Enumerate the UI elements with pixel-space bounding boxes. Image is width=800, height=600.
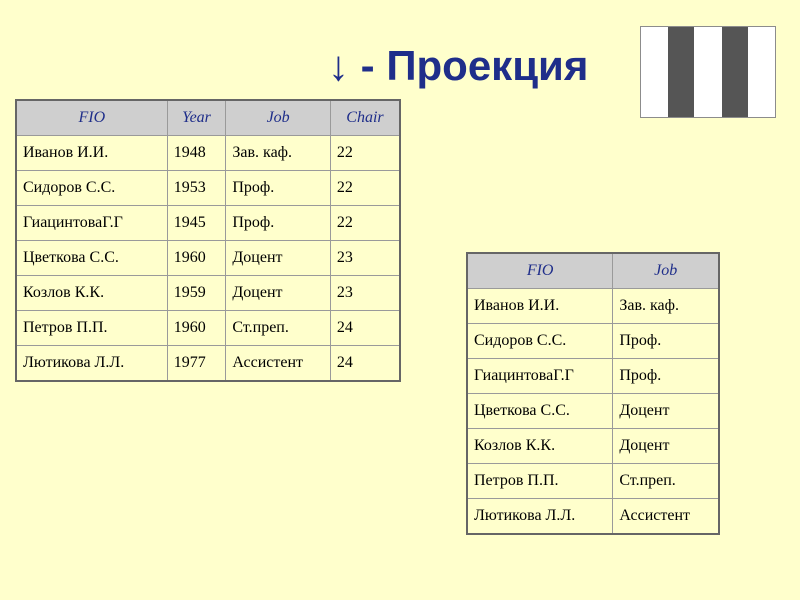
cell-job: Ассистент [226, 346, 331, 382]
cell-job: Проф. [613, 359, 719, 394]
cell-fio: ГиацинтоваГ.Г [467, 359, 613, 394]
column-header-year: Year [167, 100, 226, 136]
cell-chair: 24 [330, 346, 400, 382]
projection-stripes-icon [640, 26, 776, 118]
cell-job: Доцент [226, 241, 331, 276]
cell-job: Проф. [226, 206, 331, 241]
cell-job: Проф. [613, 324, 719, 359]
cell-job: Ст.преп. [226, 311, 331, 346]
cell-job: Зав. каф. [613, 289, 719, 324]
cell-job: Ст.преп. [613, 464, 719, 499]
cell-fio: Лютикова Л.Л. [467, 499, 613, 535]
cell-year: 1960 [167, 311, 226, 346]
cell-fio: Лютикова Л.Л. [16, 346, 167, 382]
cell-job: Ассистент [613, 499, 719, 535]
cell-chair: 24 [330, 311, 400, 346]
cell-fio: Петров П.П. [467, 464, 613, 499]
cell-fio: Иванов И.И. [16, 136, 167, 171]
cell-job: Доцент [613, 429, 719, 464]
table-row [16, 171, 400, 206]
cell-year: 1959 [167, 276, 226, 311]
table-row [16, 136, 400, 171]
cell-chair: 22 [330, 171, 400, 206]
source-table [15, 99, 401, 382]
cell-fio: Цветкова С.С. [16, 241, 167, 276]
table-row [16, 276, 400, 311]
cell-job: Доцент [226, 276, 331, 311]
cell-fio: Петров П.П. [16, 311, 167, 346]
stripe-bar [722, 27, 748, 117]
cell-job: Зав. каф. [226, 136, 331, 171]
cell-chair: 22 [330, 136, 400, 171]
table-row [467, 394, 719, 429]
table-row [467, 359, 719, 394]
table-row [467, 499, 719, 535]
table-row [467, 464, 719, 499]
cell-chair: 23 [330, 241, 400, 276]
cell-job: Проф. [226, 171, 331, 206]
table-row [16, 311, 400, 346]
cell-fio: Цветкова С.С. [467, 394, 613, 429]
table-header-row [467, 253, 719, 289]
slide-title: ↓ - Проекция [328, 42, 589, 89]
cell-chair: 22 [330, 206, 400, 241]
cell-fio: Козлов К.К. [467, 429, 613, 464]
table-row [467, 429, 719, 464]
cell-fio: Сидоров С.С. [16, 171, 167, 206]
column-header-fio: FIO [16, 100, 167, 136]
column-header-chair: Chair [330, 100, 400, 136]
cell-fio: Сидоров С.С. [467, 324, 613, 359]
cell-year: 1945 [167, 206, 226, 241]
column-header-job: Job [613, 253, 719, 289]
column-header-job: Job [226, 100, 331, 136]
table-row [467, 324, 719, 359]
cell-job: Доцент [613, 394, 719, 429]
stripe-bar [668, 27, 694, 117]
cell-fio: Козлов К.К. [16, 276, 167, 311]
cell-year: 1948 [167, 136, 226, 171]
result-table [466, 252, 720, 535]
column-header-fio: FIO [467, 253, 613, 289]
table-header-row [16, 100, 400, 136]
cell-fio: Иванов И.И. [467, 289, 613, 324]
table-row [467, 289, 719, 324]
cell-year: 1953 [167, 171, 226, 206]
table-row [16, 241, 400, 276]
cell-chair: 23 [330, 276, 400, 311]
cell-year: 1977 [167, 346, 226, 382]
cell-fio: ГиацинтоваГ.Г [16, 206, 167, 241]
table-row [16, 346, 400, 382]
cell-year: 1960 [167, 241, 226, 276]
table-row [16, 206, 400, 241]
